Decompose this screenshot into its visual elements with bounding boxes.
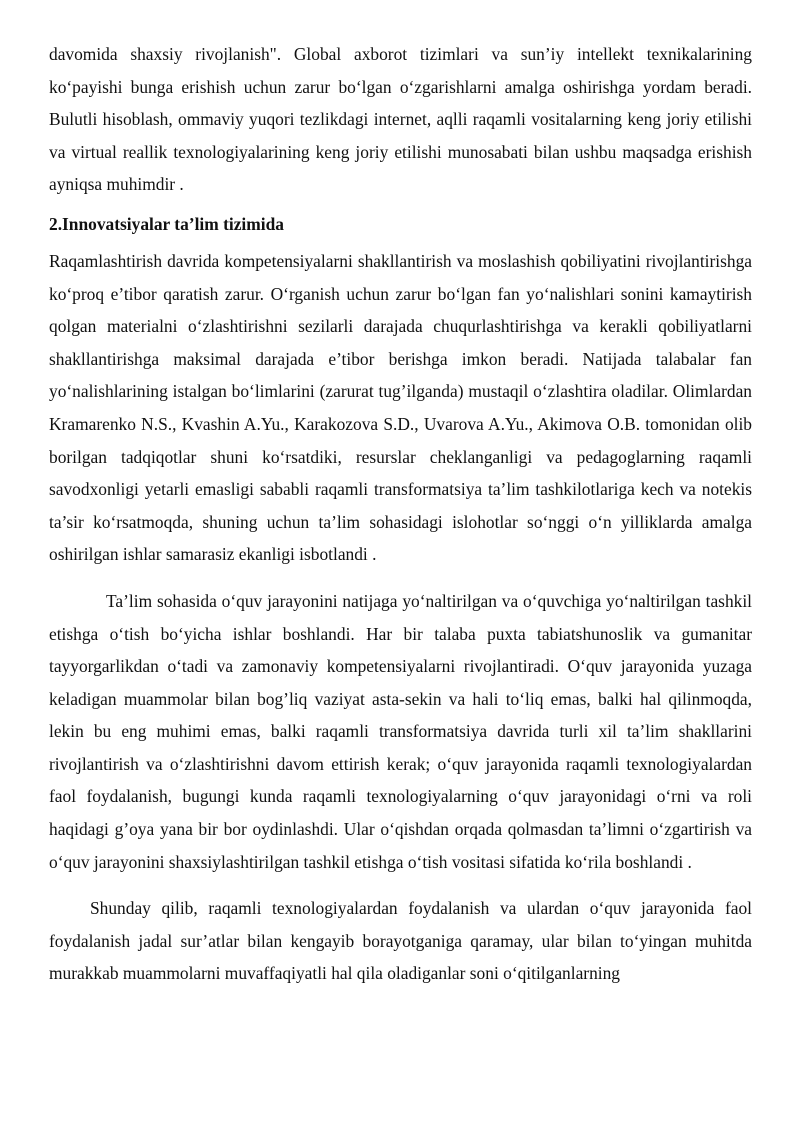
- document-page: [49, 38, 752, 990]
- paragraph-learning-process: Ta’lim sohasida o‘quv jarayonini natijaga yo‘naltirilgan va o‘quvchiga yo‘naltirilgan tashkil etishga o‘tish bo‘yicha ishlar boshlandi. Har bir talaba puxta tabiatshunoslik va gumanitar tayyorgarlikdan o‘tadi va zamonaviy kompetensiyalarni rivojlantiradi. O‘quv jarayonida yuzaga keladigan muammolar bilan bog’liq vaziyat asta-sekin va hali to‘liq emas, balki hal qilinmoqda, lekin bu eng muhimi emas, balki raqamli transformatsiya davrida turli xil ta’lim shakllarini rivojlantirish va o‘zlashtirishni davom ettirish kerak; o‘quv jarayonida raqamli texnologiyalardan faol foydalanish, bugungi kunda raqamli texnologiyalarning o‘quv jarayonidagi o‘rni va roli haqidagi g’oya yana bir bor oydinlashdi. Ular o‘qishdan orqada qolmasdan ta’limni o‘zgartirish va o‘quv jarayonini shaxsiylashtirilgan tashkil etishga o‘tish vositasi sifatida ko‘rila boshlandi .: [49, 590, 752, 872]
- paragraph-continuation: davomida shaxsiy rivojlanish". Global axborot tizimlari va sun’iy intellekt texnikalarining ko‘payishi bunga erishish uchun zarur bo‘lgan o‘zgarishlarni amalga oshirishga yordam beradi. Bulutli hisoblash, ommaviy yuqori tezlikdagi internet, aqlli raqamli vositalarning keng joriy etilishi va virtual reallik texnologiyalarining keng joriy etilishi munosabati bilan ushbu maqsadga erishish ayniqsa muhimdir .: [49, 44, 752, 195]
- paragraph-conclusion: Shunday qilib, raqamli texnologiyalardan foydalanish va ulardan o‘quv jarayonida faol foydalanish jadal sur’atlar bilan kengayib borayotganiga qaramay, ular bilan to‘yingan muhitda murakkab muammolarni muvaffaqiyatli hal qila oladiganlar soni o‘qitilganlarning: [49, 898, 752, 984]
- paragraph-digitalization: Raqamlashtirish davrida kompetensiyalarni shakllantirish va moslashish qobiliyatini rivojlantirishga ko‘proq e’tibor qaratish zarur. O‘rganish uchun zarur bo‘lgan fan yo‘nalishlari sonini kamaytirish qolgan materialni o‘zlashtirishni sezilarli darajada chuqurlashtirishga va kerakli qobiliyatlarni shakllantirishga maksimal darajada e’tibor berishga imkon beradi. Natijada talabalar fan yo‘nalishlarining istalgan bo‘limlarini (zarurat tug’ilganda) mustaqil o‘zlashtira oladilar. Olimlardan Kramarenko N.S., Kvashin A.Yu., Karakozova S.D., Uvarova A.Yu., Akimova O.B. tomonidan olib borilgan tadqiqotlar shuni ko‘rsatdiki, resurslar cheklanganligi va pedagoglarning raqamli savodxonligi yetarli emasligi sababli raqamli transformatsiya ta’lim tashkilotlariga kech va notekis ta’sir ko‘rsatmoqda, shuning uchun ta’lim sohasidagi islohotlar so‘nggi o‘n yilliklarda amalga oshirilgan ishlar samarasiz ekanligi isbotlandi .: [49, 250, 752, 565]
- section-heading: 2.Innovatsiyalar ta’lim tizimida: [49, 213, 284, 234]
